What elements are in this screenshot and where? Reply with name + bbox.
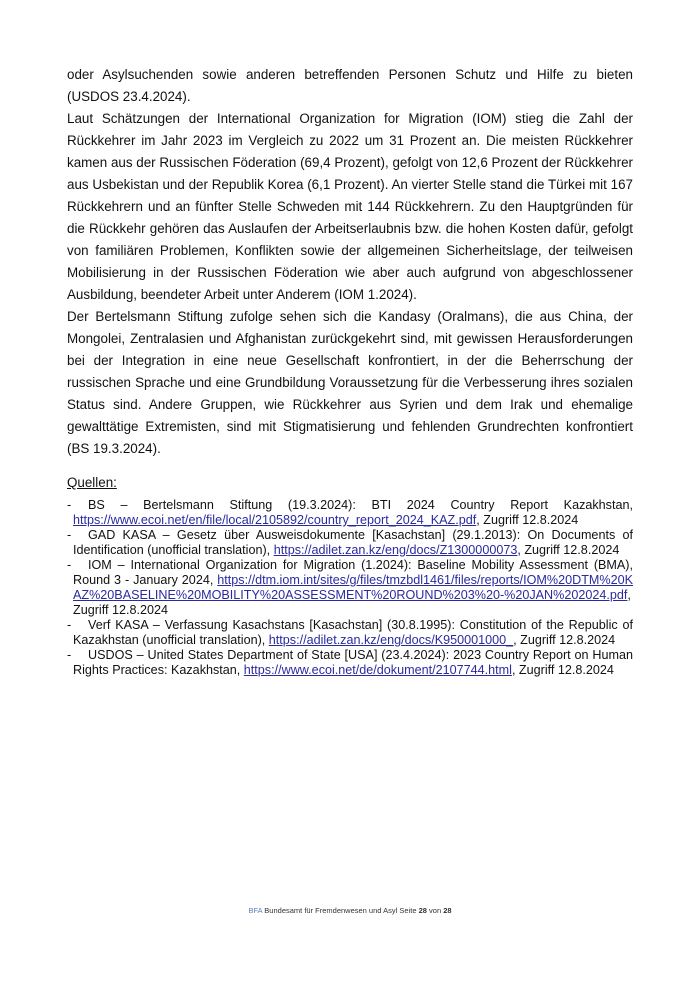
- source-text: GAD KASA – Gesetz über Ausweisdokumente [Kasachstan] (29.1.2013): On Documents of Identification (unofficial translation),: [73, 528, 633, 557]
- source-text: BS – Bertelsmann Stiftung (19.3.2024): BTI 2024 Country Report Kazakhstan,: [88, 498, 633, 512]
- source-text: USDOS – United States Department of State [USA] (23.4.2024): 2023 Country Report on Human Rights Practices: Kazakhstan,: [73, 648, 633, 677]
- sources-list: [67, 498, 633, 678]
- source-link[interactable]: https://adilet.zan.kz/eng/docs/Z1300000073: [273, 543, 518, 557]
- source-text: Verf KASA – Verfassung Kasachstans [Kasachstan] (30.8.1995): Constitution of the Republic of Kazakhstan (unofficial translation),: [73, 618, 633, 647]
- page-footer: [0, 906, 700, 915]
- source-link[interactable]: https://www.ecoi.net/de/dokument/2107744.html: [243, 663, 512, 677]
- source-text: IOM – International Organization for Migration (1.2024): Baseline Mobility Assessment (BMA), Round 3 - January 2024,: [73, 558, 633, 587]
- source-item: [67, 648, 633, 678]
- source-item: [67, 618, 633, 648]
- paragraph: Laut Schätzungen der International Organization for Migration (IOM) stieg die Zahl der Rückkehrer im Jahr 2023 im Vergleich zu 2022 um 31 Prozent an. Die meisten Rückkehrer kamen aus der Russischen Föderation (69,4 Prozent), gefolgt von 12,6 Prozent der Rückkehrer aus Usbekistan und der Republik Korea (6,1 Prozent). An vierter Stelle stand die Türkei mit 167 Rückkehrern und an fünfter Stelle Schweden mit 144 Rückkehrern. Zu den Hauptgründen für die Rückkehr gehören das Auslaufen der Arbeitserlaubnis bzw. die hohen Kosten dafür, gefolgt von familiären Problemen, Konflikten sowie der allgemeinen Sicherheitslage, der teilweisen Mobilisierung in der Russischen Föderation wie aber auch aufgrund von abgeschlossener Ausbildung, beendeter Arbeit unter Anderem (IOM 1.2024).: [67, 111, 633, 302]
- access-date: , Zugriff 12.8.2024: [517, 543, 620, 557]
- source-link[interactable]: https://adilet.zan.kz/eng/docs/K950001000_: [268, 633, 514, 647]
- footer-page-number: 28: [418, 906, 427, 915]
- source-link[interactable]: https://dtm.iom.int/sites/g/files/tmzbdl1461/files/reports/IOM%20DTM%20KAZ%20BASELINE%20MOBILITY%20ASSESSMENT%20ROUND%203%20-%20JAN%202024.pdf: [73, 573, 634, 602]
- access-date: , Zugriff 12.8.2024: [511, 663, 614, 677]
- sources-heading: Quellen:: [67, 475, 117, 490]
- document-body: [67, 64, 633, 678]
- source-item: [67, 528, 633, 558]
- access-date: , Zugriff 12.8.2024: [73, 588, 631, 617]
- source-link[interactable]: https://www.ecoi.net/en/file/local/2105892/country_report_2024_KAZ.pdf: [73, 513, 477, 527]
- list-dash: -: [67, 498, 72, 512]
- list-dash: -: [67, 528, 72, 542]
- source-item: [67, 498, 633, 528]
- list-dash: -: [67, 618, 72, 632]
- footer-of-label: von: [429, 906, 442, 915]
- footer-org: Bundesamt für Fremdenwesen und Asyl: [264, 906, 398, 915]
- footer-page-label: Seite: [399, 906, 417, 915]
- paragraph: oder Asylsuchenden sowie anderen betreffenden Personen Schutz und Hilfe zu bieten (USDOS 23.4.2024).: [67, 67, 633, 104]
- list-dash: -: [67, 558, 72, 572]
- access-date: , Zugriff 12.8.2024: [513, 633, 616, 647]
- list-dash: -: [67, 648, 72, 662]
- access-date: , Zugriff 12.8.2024: [476, 513, 579, 527]
- paragraph: Der Bertelsmann Stiftung zufolge sehen sich die Kandasy (Oralmans), die aus China, der Mongolei, Zentralasien und Afghanistan zurückgekehrt sind, mit gewissen Herausforderungen bei der Integration in eine neue Gesellschaft konfrontiert, in der die Beherrschung der russischen Sprache und eine Grundbildung Voraussetzung für die Verbesserung ihres sozialen Status sind. Andere Gruppen, wie Rückkehrer aus Syrien und dem Irak und ehemalige gewalttätige Extremisten, sind mit Stigmatisierung und fehlenden Grundrechten konfrontiert (BS 19.3.2024).: [67, 309, 633, 456]
- source-item: [67, 558, 633, 618]
- footer-page-total: 28: [443, 906, 452, 915]
- bfa-logo: BFA: [248, 906, 263, 915]
